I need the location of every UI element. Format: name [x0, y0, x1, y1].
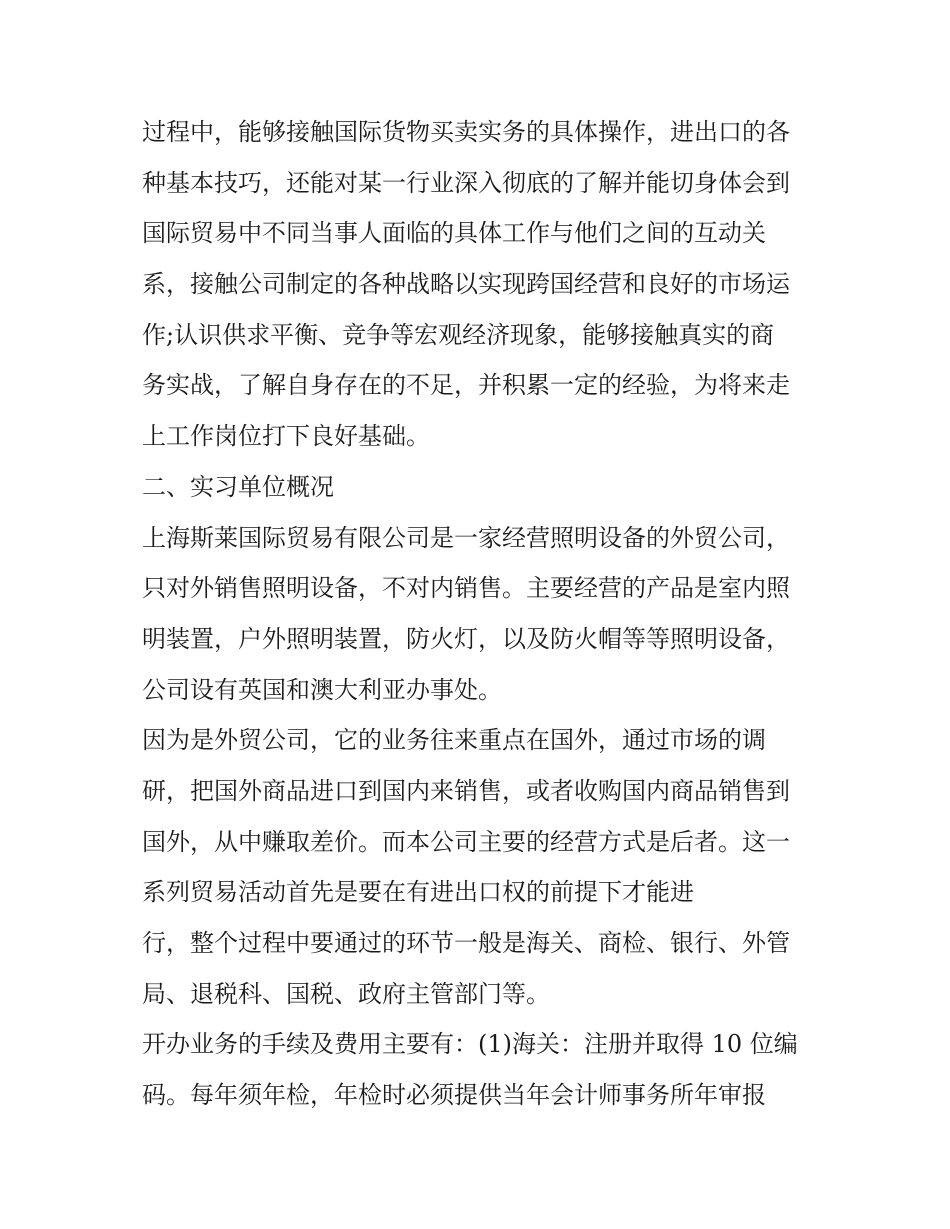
text-line: 研，把国外商品进口到国内来销售，或者收购国内商品销售到: [142, 776, 790, 805]
text-line: 国际贸易中不同当事人面临的具体工作与他们之间的互动关: [142, 219, 766, 248]
text-line: 过程中，能够接触国际货物买卖实务的具体操作，进出口的各: [142, 118, 790, 146]
document-body: [142, 107, 822, 1121]
text-line: 系，接触公司制定的各种战略以实现跨国经营和良好的市场运: [142, 270, 790, 299]
section-heading: 二、实习单位概况: [142, 472, 334, 501]
text-line: 明装置，户外照明装置，防火灯，以及防火帽等等照明设备，: [142, 624, 790, 653]
text-line: 上海斯莱国际贸易有限公司是一家经营照明设备的外贸公司，: [142, 523, 790, 552]
text-line: 上工作岗位打下良好基础。: [142, 422, 430, 451]
text-line: 作;认识供求平衡、竞争等宏观经济现象，能够接触真实的商: [142, 320, 775, 349]
text-line: 公司设有英国和澳大利亚办事处。: [142, 675, 502, 704]
text-line: 只对外销售照明设备，不对内销售。主要经营的产品是室内照: [142, 574, 790, 603]
text-line: 开办业务的手续及费用主要有：(1)海关：注册并取得 10 位编: [142, 1030, 798, 1059]
text-line: 种基本技巧，还能对某一行业深入彻底的了解并能切身体会到: [142, 168, 790, 197]
text-line: 务实战，了解自身存在的不足，并积累一定的经验，为将来走: [142, 371, 790, 400]
text-line: 因为是外贸公司，它的业务往来重点在国外，通过市场的调: [142, 726, 766, 755]
text-line: 码。每年须年检，年检时必须提供当年会计师事务所年审报: [142, 1081, 766, 1110]
text-line: 系列贸易活动首先是要在有进出口权的前提下才能进: [142, 878, 694, 907]
text-line: 行，整个过程中要通过的环节一般是海关、商检、银行、外管: [142, 929, 790, 957]
text-line: 局、退税科、国税、政府主管部门等。: [142, 979, 550, 1008]
text-line: 国外，从中赚取差价。而本公司主要的经营方式是后者。这一: [142, 827, 790, 856]
